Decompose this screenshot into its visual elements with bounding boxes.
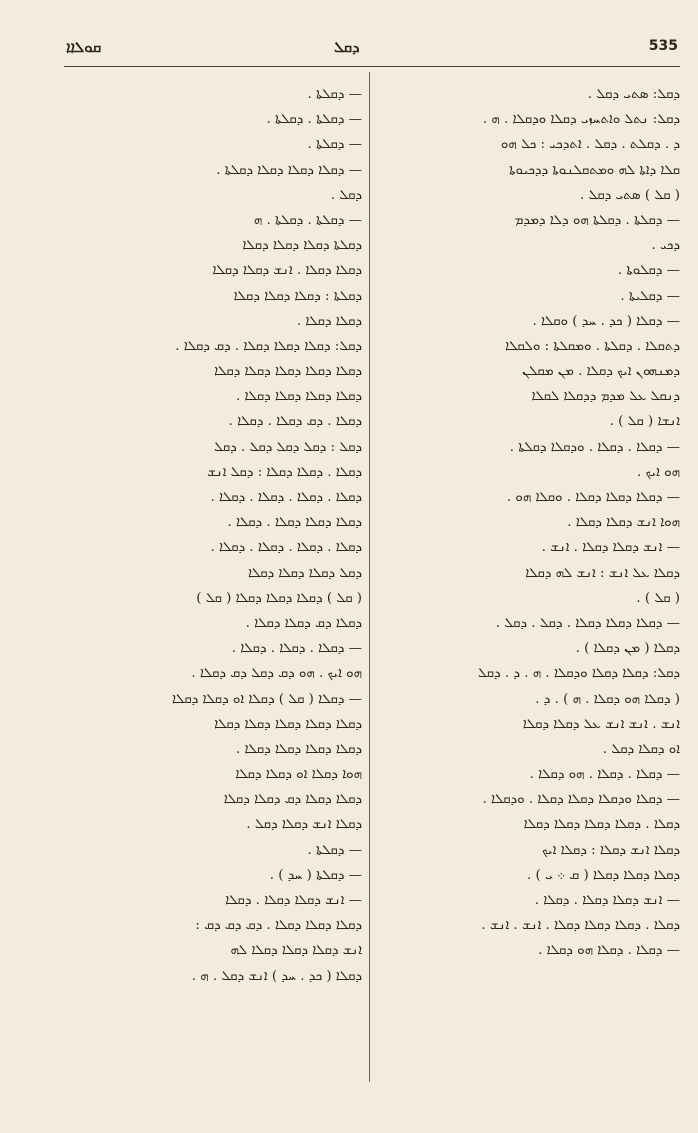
text-line: — ܕܩܠܐ ܘܕܩܠܐ ܕܩܠܐ ܕܩܠܐ . ܘܕܩܠܐ .	[482, 792, 680, 808]
text-line: ܐܢܫ ܕܩܠܐ ܕܩܠܐ ܕܩܠܐ ܠܗ	[230, 943, 362, 959]
text-line: — ܕܩܠܐ . ܕܩܠܐ . ܕܩܠܐ .	[231, 641, 362, 657]
text-line: ܕ . ܕܩܠܬ . ܕܩܠ . ܐܬܕܟܝ : ܟܠ ܗܘ	[500, 137, 680, 153]
text-line: — ܕܩܠܐ ܕܩܠܐ ܕܩܠܐ . ܕܩܠ . ܕܩܠ .	[495, 615, 680, 631]
text-line: ܕܩܠܐ ܕܩܠܐ ܕܩܠܐ . ܕܩܠܐ .	[227, 515, 362, 531]
text-line: — ܐܢܫ ܕܩܠܐ ܕܩܠܐ . ܕܩܠܐ	[225, 893, 362, 908]
text-line: ( ܩܠ ) .	[636, 590, 680, 606]
text-line: ܕܩܠ: ܢܬܠ ܘܐܬܚܙܝ ܕܩܠܐ ܘܕܩܠܐ . ܗ .	[482, 112, 680, 128]
text-line: — ܕܩܠܬܐ . ܕܩܠܬܐ ܗܘ ܕܠܐ ܕܡܕܡ	[514, 212, 680, 228]
text-line: — ܕܩܠܬܐ .	[307, 842, 362, 858]
text-line: ܕܩܠܐ ܕܩܠܐ .	[296, 313, 362, 329]
text-line: ܕܩܠܬܐ : ܕܩܠܐ ܕܩܠܐ ܕܩܠܐ	[233, 288, 362, 304]
text-line: — ܕܩܠܘܬܐ .	[617, 263, 680, 279]
text-line: ܐܘ ܕܩܠܐ ܕܩܠ .	[602, 741, 680, 757]
text-line: ܕܟܝ .	[651, 238, 680, 254]
text-line: ( ܩܠ ) ܕܩܠܐ ܕܩܠܐ ܕܩܠܐ ( ܩܠ )	[196, 590, 362, 606]
text-line: ܕܩܠܐ ܐܢܫ ܕܩܠܐ : ܕܩܠܐ ܐܝܟ	[542, 842, 680, 858]
column-divider	[369, 72, 370, 1082]
text-line: ܕܩܠܐ ܥܠ ܐܢܫ : ܐܢܫ ܠܗ ܕܩܠܐ	[525, 565, 680, 581]
text-line: ܕܩܠܐ ܕܩܠܐ ܕܩܠܐ ܕܩܠܐ .	[236, 389, 362, 405]
text-line: ܕܩܠܐ ܕܩܠܐ ܕܩܠܐ ܕܩܠܐ .	[236, 741, 362, 757]
header-center-word: ܕܩܠ	[334, 38, 360, 56]
text-line: — ܕܩܠܐ ܕܩܠܐ ܕܩܠܐ ܕܩܠܬܐ .	[216, 162, 362, 178]
text-line: ܕܩܠܐ ܕܩܠܐ ܕܩ ܕܩܠܐ ܕܩܠܐ	[223, 792, 362, 808]
text-line: — ܕܩܠܝܬܐ .	[620, 288, 680, 304]
text-line: ܕܩܠ .	[330, 187, 362, 203]
text-line: — ܕܩܠܬܐ . ܕܩܠܬܐ .	[266, 112, 362, 128]
text-line: — ܕܩܠܬܐ . ܕܩܠܬܐ . ܗ	[253, 212, 362, 228]
text-line: ܕܩܠ: ܕܩܠܐ ܕܩܠܐ ܘܕܩܠܐ . ܗ . ܕ . ܕܩܠ	[477, 666, 680, 682]
text-line: ܕܡܢܗܘܢ ܐܝܟ ܕܩܠܐ . ܡܢ ܡܩܠܢ	[522, 364, 680, 380]
text-line: ܕܩܠܐ ܐܢܫ ܕܩܠܐ ܕܩܠ .	[246, 817, 362, 833]
text-line: — ܕܩܠܐ ( ܟܕ . ܚܕ ) ܘܩܠܐ .	[532, 313, 680, 329]
text-line: — ܕܩܠܐ . ܕܩܠܐ ܗܘ ܕܩܠܐ .	[538, 943, 680, 959]
text-line: ܕܩܠܐ ܕܩܠܐ ܕܩܠܐ ܕܩܠܐ ܕܩܠܐ	[214, 716, 362, 732]
text-line: ܕܩܠ ܕܩܠܐ ܕܩܠܐ ܕܩܠܐ	[247, 565, 362, 581]
text-line: ܕܩܠܐ ܕܩܠܐ . ܐܢܫ ܕܩܠܐ ܕܩܠܐ	[212, 263, 362, 279]
text-line: — ܕܩܠܬܐ .	[307, 137, 362, 153]
text-line: ܕܬܩܠܐ . ܕܩܠܬܐ . ܘܡܩܠܬܐ : ܘܠܩܠܐ	[505, 338, 680, 354]
header-left-word: ܩܘܠܐܐ	[66, 38, 102, 56]
text-line: ܩܠܐ ܕܐܬܐ ܠܗ ܘܡܬܩܠܢܘܬܐ ܕܕܟܝܘܬܐ	[509, 162, 680, 178]
text-line: ܕܩܠ : ܕܩܠ ܕܩܠ ܕܩܠ . ܕܩܠ	[213, 439, 362, 455]
text-line: ܕܩܠܐ . ܕܩ ܕܩܠܐ . ܕܩܠܐ .	[228, 414, 362, 430]
left-column	[64, 82, 362, 989]
text-line: — ܕܩܠܐ ܕܩܠܐ ܕܩܠܐ . ܘܩܠܐ ܗܘ .	[506, 490, 680, 505]
text-line: ܐܢܫܐ ( ܩܠ ) .	[609, 414, 680, 430]
text-line: ܗܘܐ ܐܢܫ ܕܩܠܐ ܕܩܠܐ .	[567, 515, 680, 531]
text-line: ܗܘ ܐܝܟ . ܗܘ ܕܩ ܕܩܠ ܕܩ ܕܩܠܐ .	[191, 666, 362, 682]
header-rule	[64, 66, 680, 67]
text-line: ܕܩܠܐ ܕܩܠܐ ܕܩܠܐ ܕܩܠܐ ܕܩܠܐ	[214, 364, 362, 380]
text-line: — ܕܩܠܐ ( ܩܠ ) ܕܩܠܐ ܐܘ ܕܩܠܐ ܕܩܠܐ	[172, 691, 362, 707]
text-line: ܐܢܫ . ܐܢܫ ܐܢܫ ܥܠ ܕܩܠܐ ܕܩܠܐ	[522, 716, 680, 732]
text-line: ܕܩܠܐ . ܕܩܠܐ ܕܩܠܐ ܕܩܠܐ . ܐܢܫ . ܐܢܫ .	[481, 918, 680, 934]
text-line: ܕܩܠܐ ܕܩܠܐ ܕܩܠܐ ( ܩ ܀ ܝ ) .	[526, 867, 680, 883]
text-line: ܕܩܠܬܐ ܕܩܠܐ ܕܩܠܐ ܕܩܠܐ	[242, 238, 362, 254]
text-line: ܗܘܐ ܕܩܠܐ ܐܘ ܕܩܠܐ ܕܩܠܐ	[235, 767, 362, 783]
text-line: ܕܩܠܐ . ܕܩܠܐ ܕܩܠܐ ܕܩܠܐ ܕܩܠܐ	[523, 817, 680, 833]
text-line: ܕܩܠܐ . ܕܩܠܐ ܕܩܠܐ : ܕܩܠ ܐܢܫ	[207, 464, 362, 480]
text-line: ܕܩܠ: ܕܩܠܐ ܕܩܠܐ ܕܩܠܐ . ܕܩ ܕܩܠܐ .	[175, 338, 362, 354]
text-line: ( ܩܠ ) ܣܬܝ ܕܩܠ .	[579, 187, 680, 203]
text-line: ܕܩܠܐ . ܕܩܠܐ . ܕܩܠܐ . ܕܩܠܐ .	[210, 490, 362, 505]
page-number: 535	[648, 38, 678, 54]
text-line: — ܐܢܫ ܕܩܠܐ ܕܩܠܐ . ܕܩܠܐ .	[534, 893, 680, 908]
text-line: ܕܩܠܐ . ܕܩܠܐ . ܕܩܠܐ . ܕܩܠܐ .	[210, 540, 362, 556]
text-line: — ܕܩܠܐ . ܕܩܠܐ . ܗܘ ܕܩܠܐ .	[529, 767, 680, 783]
text-line: — ܐܢܫ ܕܩܠܐ ܕܩܠܐ . ܐܢܫ .	[541, 540, 680, 556]
text-line: — ܕܩܠܬܐ ( ܚܕ ) .	[269, 867, 362, 883]
text-line: — ܕܩܠܬܐ .	[307, 87, 362, 102]
text-line: ܗܘ ܐܝܟ .	[636, 464, 680, 480]
text-line: ܕܩܠܐ ( ܡܢ ܕܩܠܐ ) .	[575, 641, 680, 657]
text-line: ( ܕܩܠܐ ܗܘ ܕܩܠܐ . ܗ ) . ܕ .	[535, 691, 680, 707]
text-line: ܕܩܠܐ ܕܩܠܐ ܕܩܠܐ . ܕܩ ܕܩ ܕܩ :	[195, 918, 362, 934]
text-line: ܕܩܠܐ ( ܟܕ . ܚܕ ) ܐܢܫ ܕܩܠ . ܗ .	[191, 968, 362, 984]
text-line: — ܕܩܠܐ . ܕܩܠܐ . ܘܕܩܠܐ ܕܩܠܬܐ .	[509, 439, 680, 455]
text-line: ܕܩܠܐ ܕܩ ܕܩܠܐ ܕܩܠܐ .	[245, 615, 362, 631]
text-line: ܕܩܠ: ܣܬܝ ܕܩܠ .	[587, 87, 680, 102]
right-column	[378, 82, 680, 964]
running-header	[66, 38, 678, 62]
text-line: ܕܢܩܠ ܥܠ ܡܕܡ ܕܕܩܠܐ ܠܩܠܐ	[531, 389, 680, 405]
